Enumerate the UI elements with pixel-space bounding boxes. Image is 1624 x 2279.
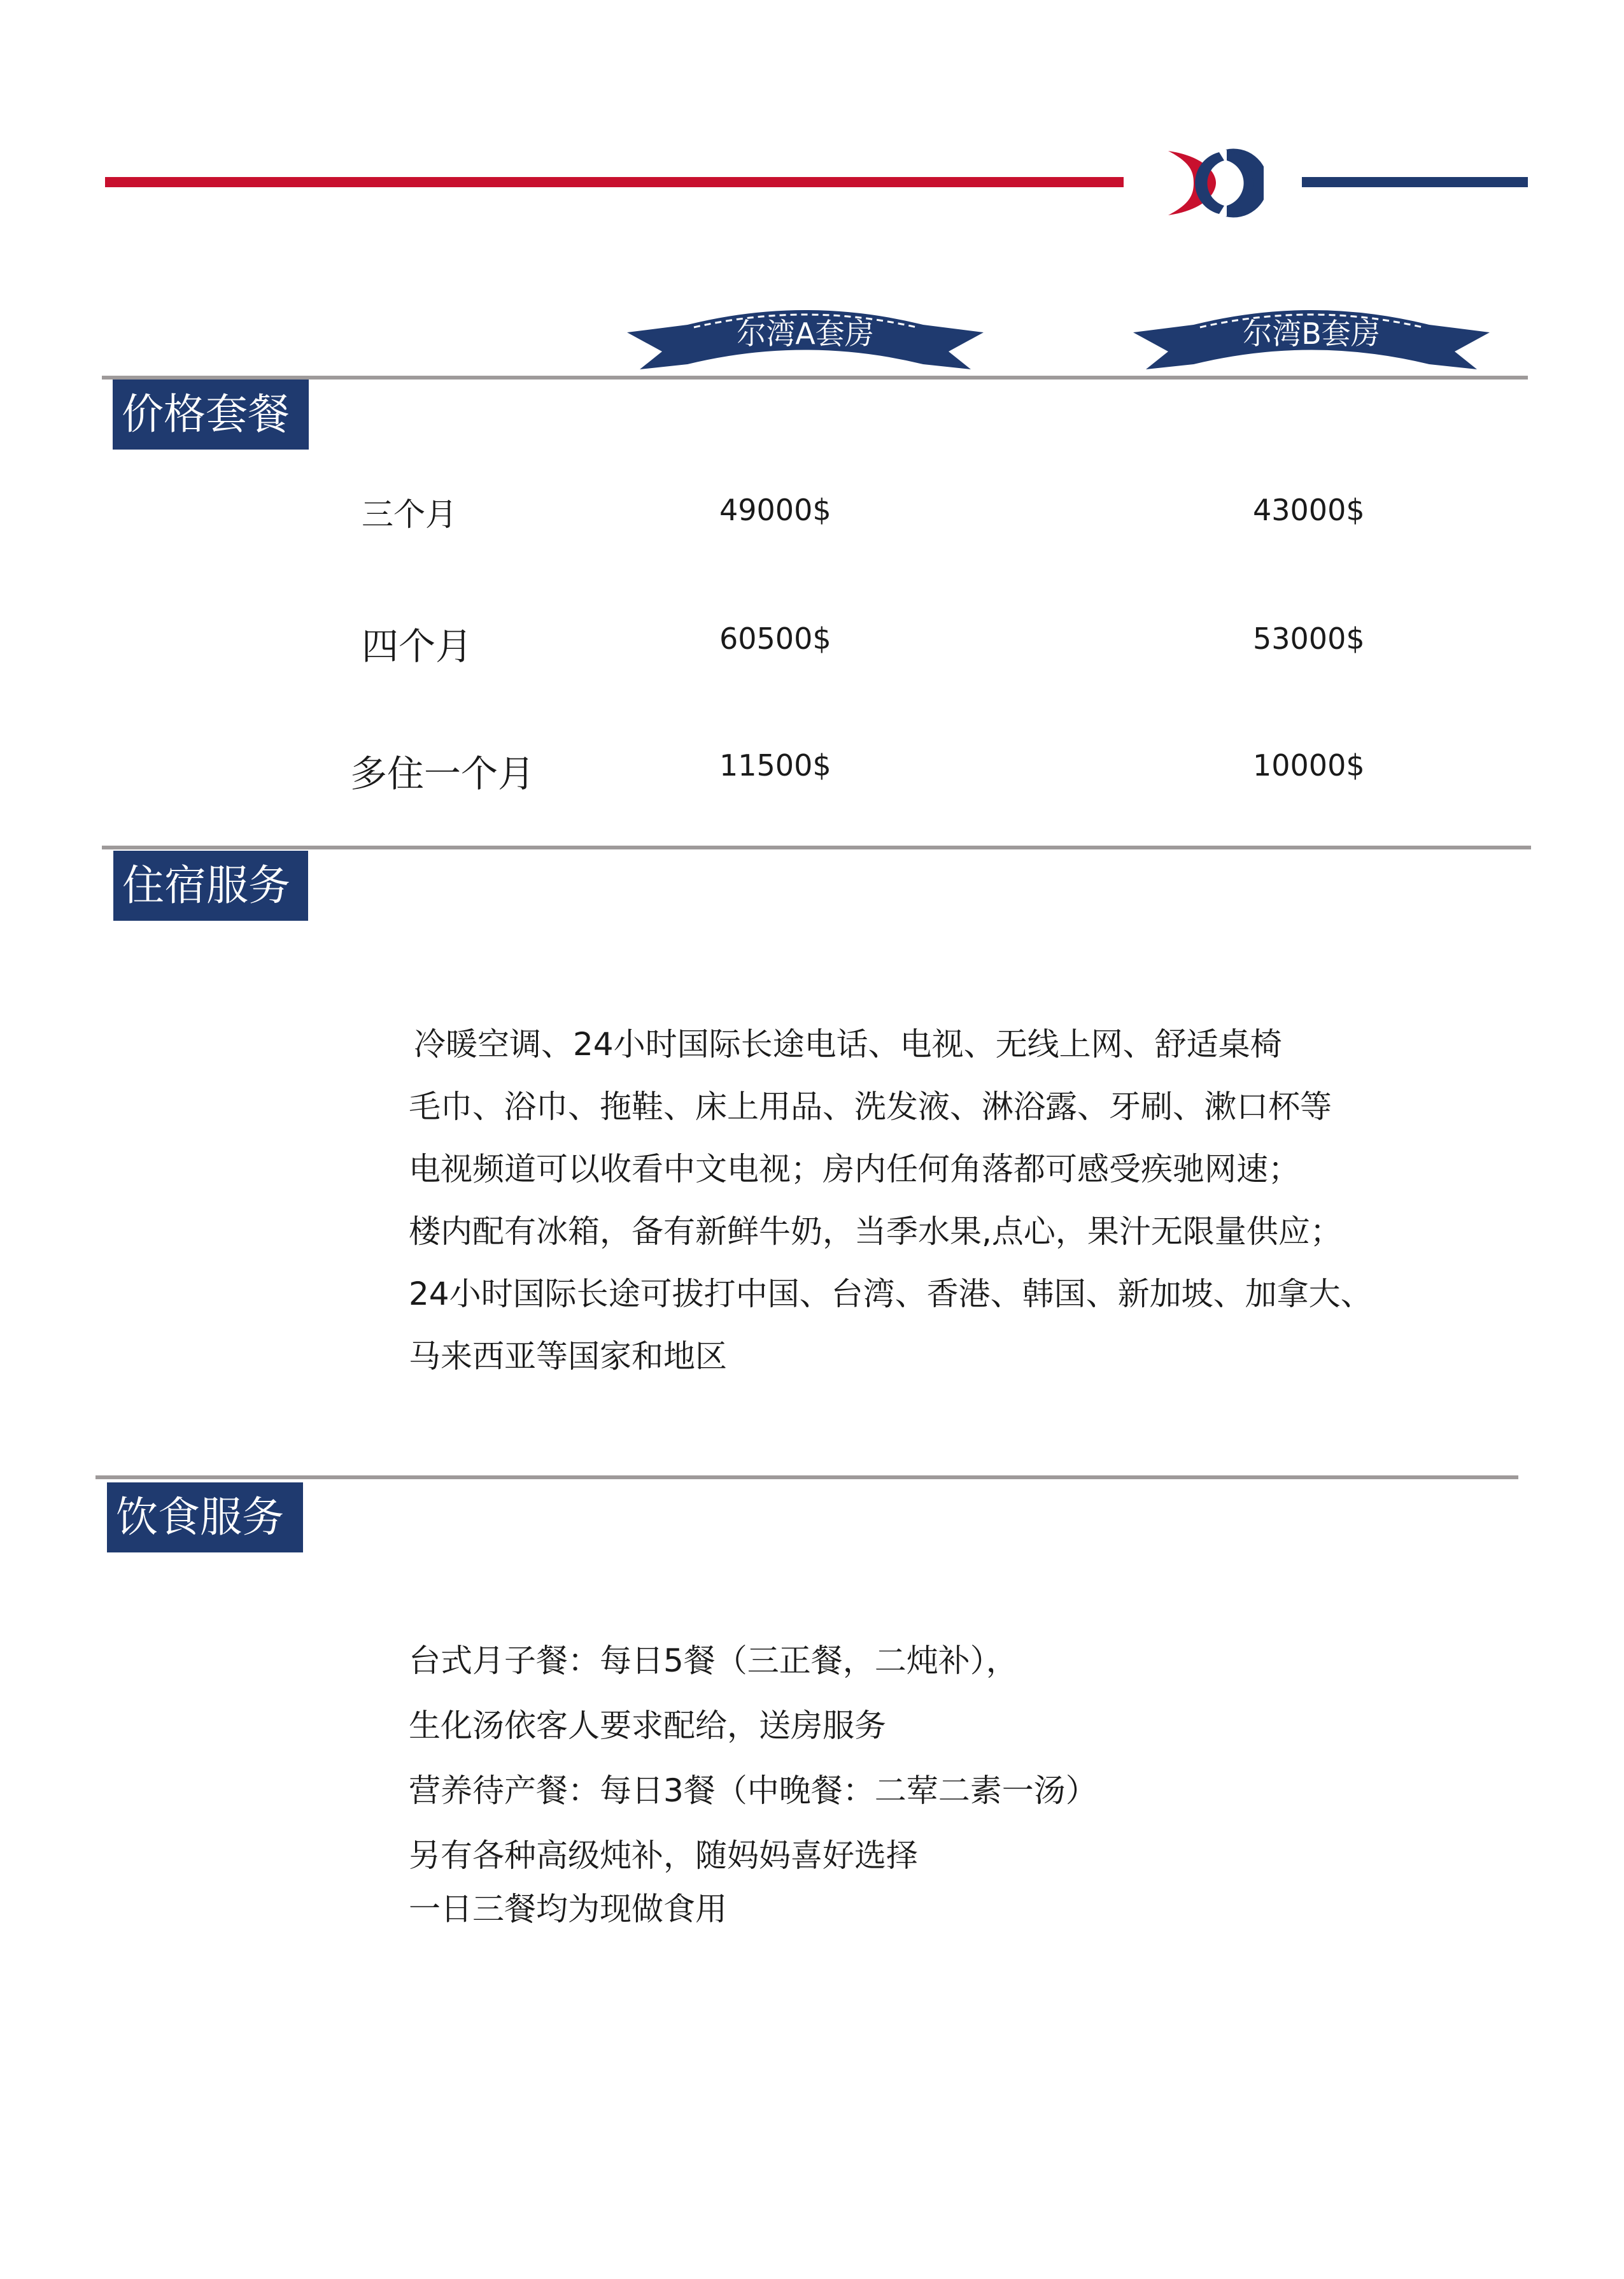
- room-b-label: 尔湾B套房: [1243, 316, 1380, 351]
- header-red-bar: [105, 177, 1124, 187]
- price-room-b: 10000$: [1253, 748, 1365, 783]
- room-a-ribbon: [627, 301, 984, 377]
- dining-line: 台式月子餐：每日5餐（三正餐，二炖补），: [409, 1642, 1018, 1679]
- price-period: 四个月: [362, 625, 473, 668]
- lodging-line: 电视频道可以收看中文电视；房内任何角落都可感受疾驰网速；: [409, 1151, 1300, 1188]
- price-period: 多住一个月: [350, 752, 535, 795]
- logo-icon: [1155, 143, 1264, 223]
- lodging-line: 马来西亚等国家和地区: [409, 1338, 727, 1375]
- section-divider: [95, 1475, 1518, 1479]
- price-room-a: 49000$: [719, 493, 831, 527]
- lodging-line: 冷暖空调、24小时国际长途电话、电视、无线上网、舒适桌椅: [414, 1026, 1282, 1063]
- price-room-b: 53000$: [1253, 621, 1365, 656]
- dining-line: 一日三餐均为现做食用: [409, 1891, 727, 1928]
- price-period: 三个月: [362, 496, 457, 533]
- lodging-line: 楼内配有冰箱，备有新鲜牛奶，当季水果,点心，果汁无限量供应；: [409, 1213, 1342, 1250]
- price-room-b: 43000$: [1253, 493, 1365, 527]
- lodging-line: 24小时国际长途可拔打中国、台湾、香港、韩国、新加坡、加拿大、: [409, 1275, 1373, 1312]
- room-a-label: 尔湾A套房: [737, 316, 874, 351]
- section-title-dining: 饮食服务: [107, 1482, 303, 1552]
- room-b-ribbon: [1133, 301, 1490, 377]
- price-room-a: 11500$: [719, 748, 831, 783]
- header-navy-bar: [1302, 177, 1528, 187]
- lodging-line: 毛巾、浴巾、拖鞋、床上用品、洗发液、淋浴露、牙刷、漱口杯等: [409, 1088, 1332, 1125]
- price-room-a: 60500$: [719, 621, 831, 656]
- section-title-price: 价格套餐: [113, 380, 309, 450]
- section-divider: [102, 846, 1531, 849]
- dining-line: 另有各种高级炖补，随妈妈喜好选择: [409, 1837, 918, 1874]
- section-divider: [102, 376, 1528, 380]
- dining-line: 生化汤依客人要求配给，送房服务: [409, 1707, 886, 1744]
- dining-line: 营养待产餐：每日3餐（中晚餐：二荤二素一汤）: [409, 1772, 1098, 1809]
- section-title-lodging: 住宿服务: [113, 851, 308, 921]
